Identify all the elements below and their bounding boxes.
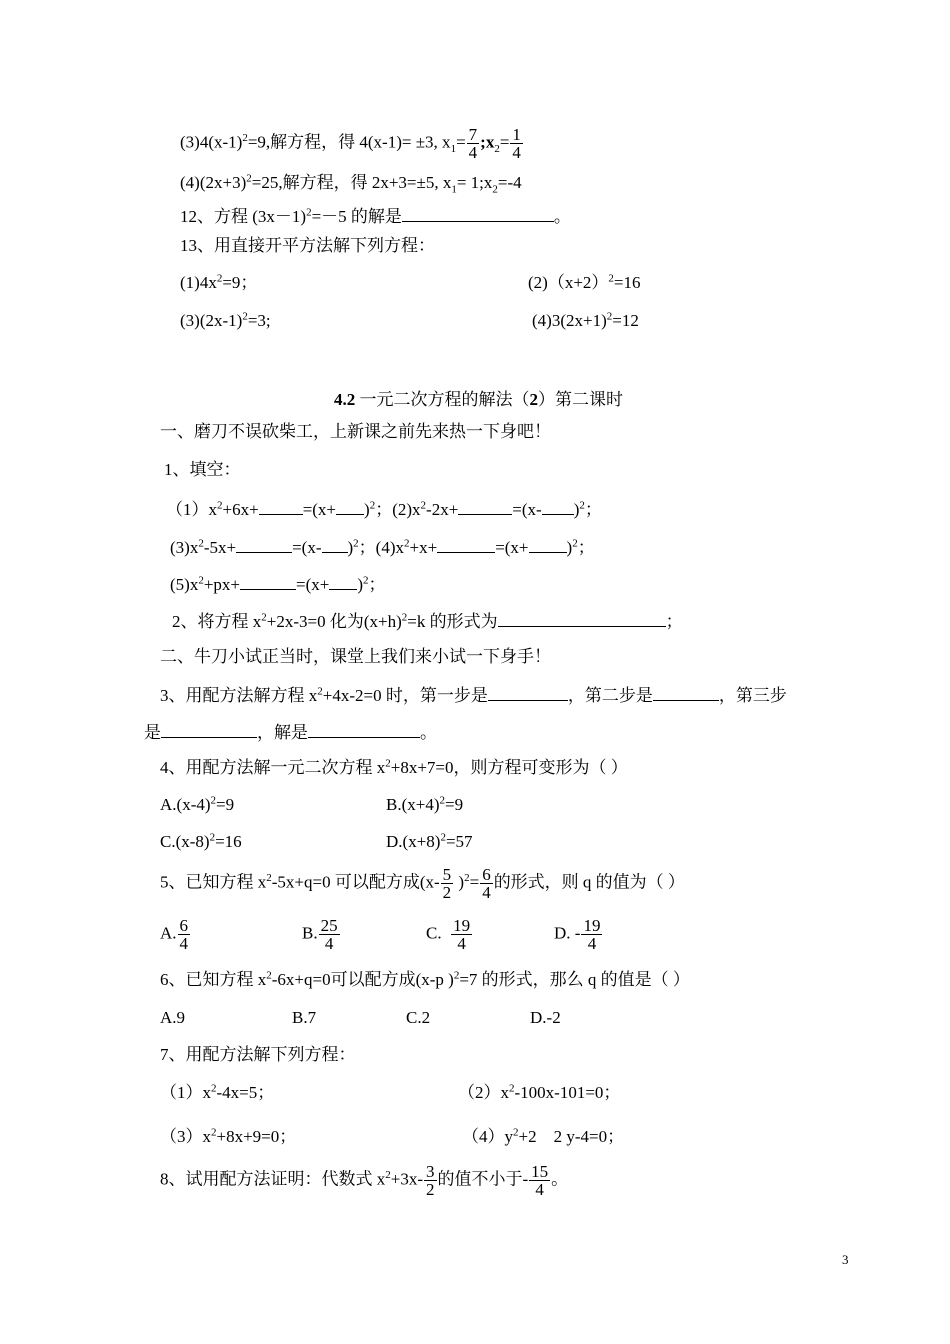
fill-line-1: $(1)x^2+6x+ =(x+ )^2$；$(2)x^2-2x+ =(x-$ )$^2$； [166,497,602,521]
question-8: 8、试用配方法证明：代数式 $x^2+3x-$ $\frac{3}{2}$ 的值不小于- $\frac{15}{4}$ 。 [160,1162,569,1199]
q7-item-3: $(3)x^2+8x+9=0$； [160,1126,297,1146]
q7-item-1: $(1)x^2-4x=5$； [160,1082,275,1102]
q7-item-2: $(2)x^2-100x-101=0$； [458,1082,621,1102]
q6-option-b[interactable]: B.7 [292,1008,317,1027]
question-3-cont: 是 ，解是 。 [144,720,437,744]
q6-option-c[interactable]: C.2 [406,1008,431,1027]
q5-option-a[interactable]: A. $\frac{6}{4}$ [160,916,189,953]
q5-option-d[interactable]: D. - $\frac{19}{4}$ [554,916,601,953]
question-3: 3、用配方法解方程 $x^2+4x-2=0$ 时，第一步是 ，第二步是 ，第三步 [160,683,787,707]
fraction: $\frac{1}{4}$ [512,125,521,162]
q13-item-1: $(1)4x^2=9$； [180,272,258,292]
part-two-heading: 二、牛刀小试正当时，课堂上我们来小试一下身手！ [160,647,551,666]
q6-option-a[interactable]: A.9 [160,1008,186,1027]
q5-option-b[interactable]: B. $\frac{25}{4}$ [302,916,338,953]
q4-option-b[interactable]: $B.(x+4)^2=9$ [386,794,464,814]
page-number: 3 [842,1252,849,1267]
q13-item-4: $(4)3(2x+1)^2=12$ [532,310,639,330]
q5-option-c[interactable]: C. $\frac{19}{4}$ [426,916,471,953]
q7-item-4: $(4)y^2+2$ 2 y-4=0； [462,1126,625,1146]
q4-option-a[interactable]: $A.(x-4)^2=9$ [160,794,235,814]
question-1: 1、填空： [164,460,241,479]
fill-line-2: $(3)x^2-5x+ =(x-$ )$^2$；$(4)x^2+x+ =(x+ )^2$； [170,535,595,559]
answer-blank[interactable] [402,204,554,222]
solution-line-4: $(4)(2x+3)^2=25$,解方程，得 2x+3=±5, $x_1=$ $1;x_2=-4$ [180,172,522,196]
q6-option-d[interactable]: D.-2 [530,1008,561,1027]
question-7: 7、用配方法解下列方程： [160,1045,356,1064]
q4-option-d[interactable]: $D.(x+8)^2=57$ [386,831,473,851]
question-13: 13、用直接开平方法解下列方程： [180,236,435,255]
question-2: 2、将方程 $x^2+2x-3=0$ 化为$(x+h)^2=k$ 的形式为 ； [172,609,683,633]
fraction: $\frac{7}{4}$ [468,125,478,162]
question-4: 4、用配方法解一元二次方程 $x^2+8x+7=0$，则方程可变形为（ ） [160,757,628,777]
question-12: 12、方程 $(3x-1)^2=-5$ 的解是 。 [180,204,571,228]
question-5: 5、已知方程 $x^2-5x+q=0$ 可以配方成(x- $\frac{5}{2}$ )$^2$= $\frac{6}{4}$ 的形式，则 q 的值为（ ） [160,865,685,902]
q4-option-c[interactable]: $C.(x-8)^2=16$ [160,831,242,851]
fill-line-3: $(5)x^2+px+ =(x+ )^2$； [170,572,386,596]
q13-item-2: $(2)(x+2)^2=16$ [528,272,641,292]
solution-line-3: $(3)4(x-1)^2=9$,解方程，得 4(x-1)= ±3, $x_1=$ $\frac{7}{4}$ $;x_2=$ $\frac{1}{4}$ [180,125,521,162]
part-one-heading: 一、磨刀不误砍柴工，上新课之前先来热一下身吧！ [160,422,551,441]
question-6: 6、已知方程 $x^2-6x+q=0$可以配方成(x-p )$^2$=7 的形式，那么 q 的值是（ ） [160,969,690,989]
section-title: 4.2 一元二次方程的解法（2）第二课时 [334,390,623,409]
q13-item-3: $(3)(2x-1)^2=3$; [180,310,271,330]
